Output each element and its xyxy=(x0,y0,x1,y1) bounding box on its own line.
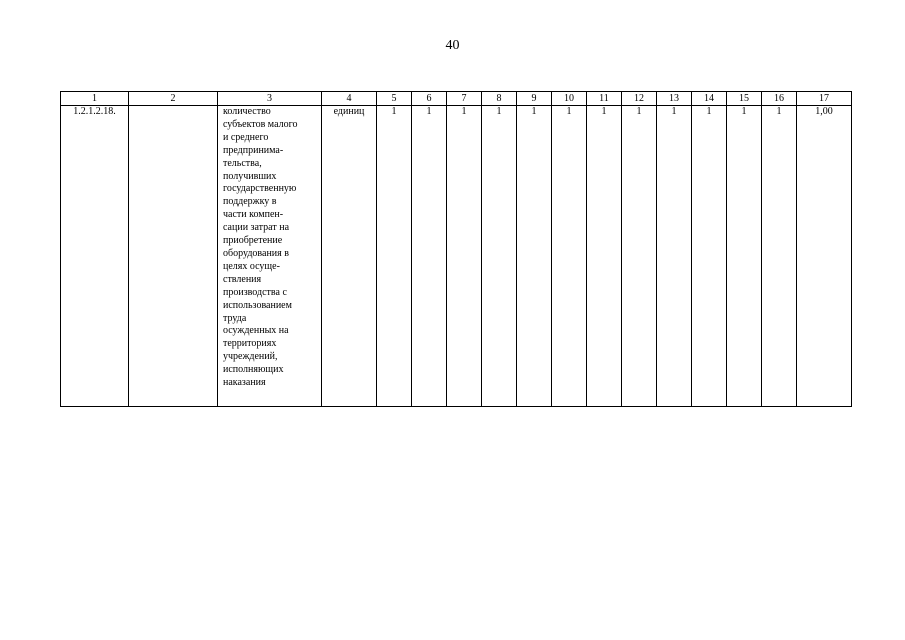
column-header: 15 xyxy=(727,92,762,106)
value-cell: 1 xyxy=(762,106,797,407)
column-header: 16 xyxy=(762,92,797,106)
column-header: 13 xyxy=(657,92,692,106)
row-code-cell: 1.2.1.2.18. xyxy=(61,106,129,407)
description-line: производства с xyxy=(223,286,287,298)
description-line: субъектов малого xyxy=(223,118,298,130)
description-line: труда xyxy=(223,312,247,324)
column-header: 10 xyxy=(552,92,587,106)
column-header: 14 xyxy=(692,92,727,106)
value-cell: 1 xyxy=(552,106,587,407)
description-line: поддержку в xyxy=(223,196,277,208)
description-line: учреждений, xyxy=(223,351,278,363)
value-cell: 1 xyxy=(482,106,517,407)
value-cell: 1 xyxy=(657,106,692,407)
description-line: предпринима- xyxy=(223,144,284,156)
page-number: 40 xyxy=(445,38,460,53)
value-cell: 1 xyxy=(377,106,412,407)
description-line: целях осуще- xyxy=(223,260,280,272)
description-line: части компен- xyxy=(223,209,284,221)
column-header: 7 xyxy=(447,92,482,106)
column-header: 17 xyxy=(797,92,852,106)
description-line: получивших xyxy=(223,170,277,182)
column-header: 9 xyxy=(517,92,552,106)
description-line: наказания xyxy=(223,377,266,389)
header-row xyxy=(61,92,852,106)
column-header: 12 xyxy=(622,92,657,106)
description-line: исполняющих xyxy=(223,364,284,376)
description-line: использованием xyxy=(223,299,292,311)
column-header: 1 xyxy=(61,92,129,106)
description-line: территориях xyxy=(223,338,277,350)
empty-cell xyxy=(129,106,218,407)
value-cell: 1 xyxy=(587,106,622,407)
description-line: тельства, xyxy=(223,157,262,169)
value-cell: 1 xyxy=(727,106,762,407)
column-header: 3 xyxy=(218,92,322,106)
description-line: оборудования в xyxy=(223,247,289,259)
description-line: приобретение xyxy=(223,235,283,247)
value-cell: 1 xyxy=(447,106,482,407)
column-header: 11 xyxy=(587,92,622,106)
column-header: 8 xyxy=(482,92,517,106)
description-line: государственную xyxy=(223,183,297,195)
value-cell: 1 xyxy=(622,106,657,407)
total-cell: 1,00 xyxy=(797,106,852,407)
table-row xyxy=(61,106,852,407)
indicator-description-cell xyxy=(218,106,322,407)
column-header: 5 xyxy=(377,92,412,106)
description-line: сации затрат на xyxy=(223,222,290,234)
column-header: 4 xyxy=(322,92,377,106)
unit-cell: единиц xyxy=(322,106,377,407)
value-cell: 1 xyxy=(412,106,447,407)
description-line: осужденных на xyxy=(223,325,289,337)
data-table xyxy=(60,91,852,407)
description-line: и среднего xyxy=(223,131,269,143)
column-header: 6 xyxy=(412,92,447,106)
column-header: 2 xyxy=(129,92,218,106)
description-line: количество xyxy=(223,106,271,117)
value-cell: 1 xyxy=(517,106,552,407)
description-line: ствления xyxy=(223,273,262,285)
value-cell: 1 xyxy=(692,106,727,407)
